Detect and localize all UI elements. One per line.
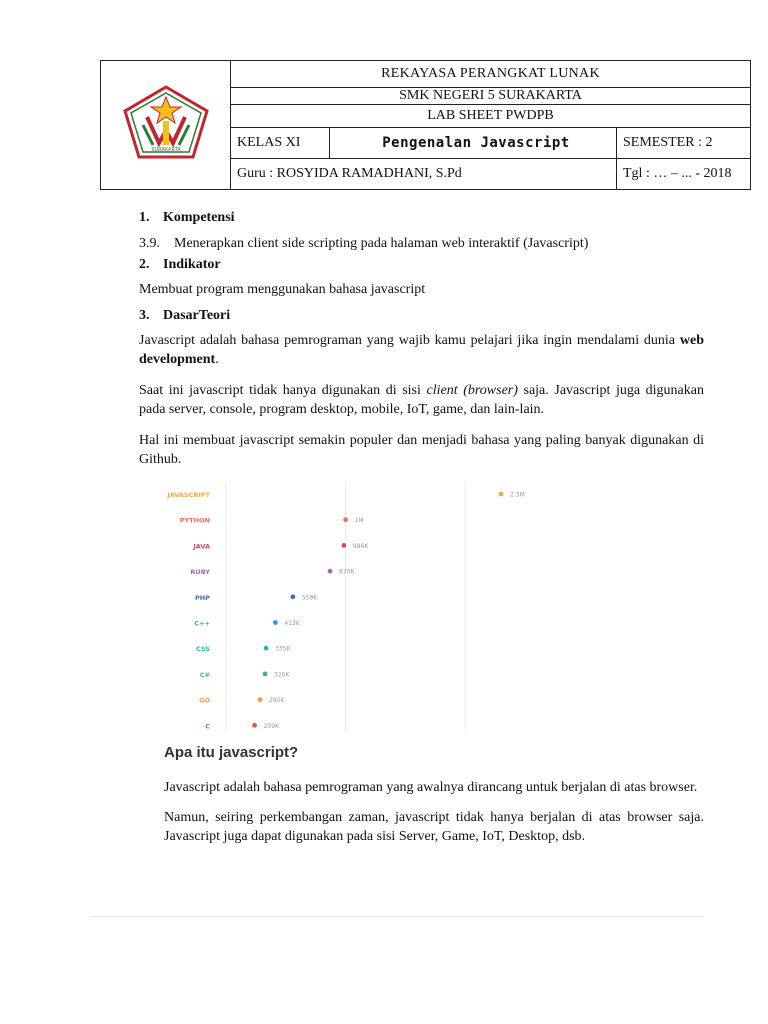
chart-value-label: 870K: [339, 568, 355, 576]
chart-bar-end: [258, 697, 263, 702]
chart-category-label: CSS: [196, 645, 210, 654]
paragraph-2: [139, 381, 704, 419]
paragraph-2-text: Saat ini javascript tidak hanya digunakan di sisi: [139, 383, 427, 398]
chart-category-label: GO: [199, 696, 210, 705]
chart-value-label: 285K: [269, 697, 285, 705]
chart-category-label: C: [205, 722, 210, 731]
chart-bar-end: [264, 646, 269, 651]
chart-bar-end: [328, 569, 333, 574]
section-title: DasarTeori: [163, 308, 231, 323]
school-logo: [123, 85, 209, 161]
chart-value-label: 326K: [273, 671, 290, 679]
chart-bar-end: [252, 723, 257, 728]
chart-value-label: 413K: [284, 620, 300, 627]
page-divider: [90, 916, 704, 917]
chart-bar-end: [273, 620, 278, 625]
chart-category-label: C++: [194, 619, 210, 628]
topic-cell: Pengenalan Javascript: [330, 128, 617, 159]
chart-bar-end: [263, 672, 268, 677]
paragraph-1-bold: web development: [139, 333, 704, 367]
sheet-name: LAB SHEET PWDPB: [231, 105, 751, 128]
language-popularity-chart: [164, 482, 526, 732]
paragraph-1: [139, 331, 704, 369]
paragraph-2-end: saja. Javascript juga digunakan pada server, console, program desktop, mobile, IoT, game, dan lain-lain.: [139, 383, 704, 417]
chart-category-label: JAVA: [193, 542, 210, 551]
section-number: 1.: [139, 210, 150, 225]
kompetensi-item: [139, 234, 704, 253]
chart-value-label: 335K: [275, 645, 291, 653]
header-table: [100, 60, 751, 190]
section-dasar-teori: [139, 306, 704, 325]
chart-value-label: 1M: [354, 517, 364, 525]
paragraph-4: Javascript adalah bahasa pemrograman yang awalnya dirancang untuk berjalan di atas browser.: [164, 780, 698, 795]
section-kompetensi: [139, 208, 704, 227]
paragraph-3: Hal ini membuat javascript semakin populer dan menjadi bahasa yang paling banyak digunakan di Github.: [139, 433, 704, 467]
section-number: 2.: [139, 257, 150, 272]
logo-cell: [101, 61, 231, 190]
chart-value-label: 2.3M: [510, 491, 525, 499]
subheading: Apa itu javascript?: [164, 744, 299, 761]
section-title: Indikator: [163, 257, 221, 272]
paragraph-1-end: .: [215, 352, 219, 367]
kompetensi-item-num: 3.9.: [139, 236, 160, 251]
chart-category-label: PYTHON: [179, 516, 210, 525]
chart-value-label: 239K: [263, 722, 279, 730]
chart-bar-end: [499, 492, 504, 497]
chart-category-label: JAVASCRIPT: [167, 491, 210, 499]
chart-bar-end: [342, 543, 347, 548]
chart-category-label: RUBY: [190, 568, 210, 577]
chart-category-label: PHP: [195, 593, 210, 602]
chart-value-label: 986K: [352, 542, 369, 550]
logo-text: SURAKARTA: [150, 146, 181, 153]
school-name: SMK NEGERI 5 SURAKARTA: [231, 88, 751, 105]
guru-cell: Guru : ROSYIDA RAMADHANI, S.Pd: [231, 159, 617, 190]
paragraph-5: Namun, seiring perkembangan zaman, javascript tidak hanya berjalan di atas browser saja. Javascript juga dapat digunakan pada sisi Server, Game, IoT, Desktop, dsb.: [164, 810, 704, 844]
chart-bar-end: [290, 594, 295, 599]
paragraph-1-text: Javascript adalah bahasa pemrograman yang wajib kamu pelajari jika ingin mendalami dunia: [139, 333, 680, 348]
semester-cell: SEMESTER : 2: [617, 128, 751, 159]
after-content: [164, 778, 704, 846]
tgl-cell: Tgl : … – ... - 2018: [617, 159, 751, 190]
chart-bar-end: [343, 517, 348, 522]
chart-value-label: 559K: [301, 594, 318, 602]
indikator-text: Membuat program menggunakan bahasa javascript: [139, 282, 426, 297]
kelas-cell: KELAS XI: [231, 128, 330, 159]
section-number: 3.: [139, 308, 150, 323]
doc-title: REKAYASA PERANGKAT LUNAK: [231, 61, 751, 88]
paragraph-2-italic: client (browser): [426, 383, 518, 398]
section-title: Kompetensi: [163, 210, 235, 225]
section-indikator: [139, 255, 704, 274]
content: [139, 208, 704, 469]
kompetensi-item-text: Menerapkan client side scripting pada halaman web interaktif (Javascript): [174, 236, 589, 251]
chart-category-label: C#: [199, 670, 210, 679]
